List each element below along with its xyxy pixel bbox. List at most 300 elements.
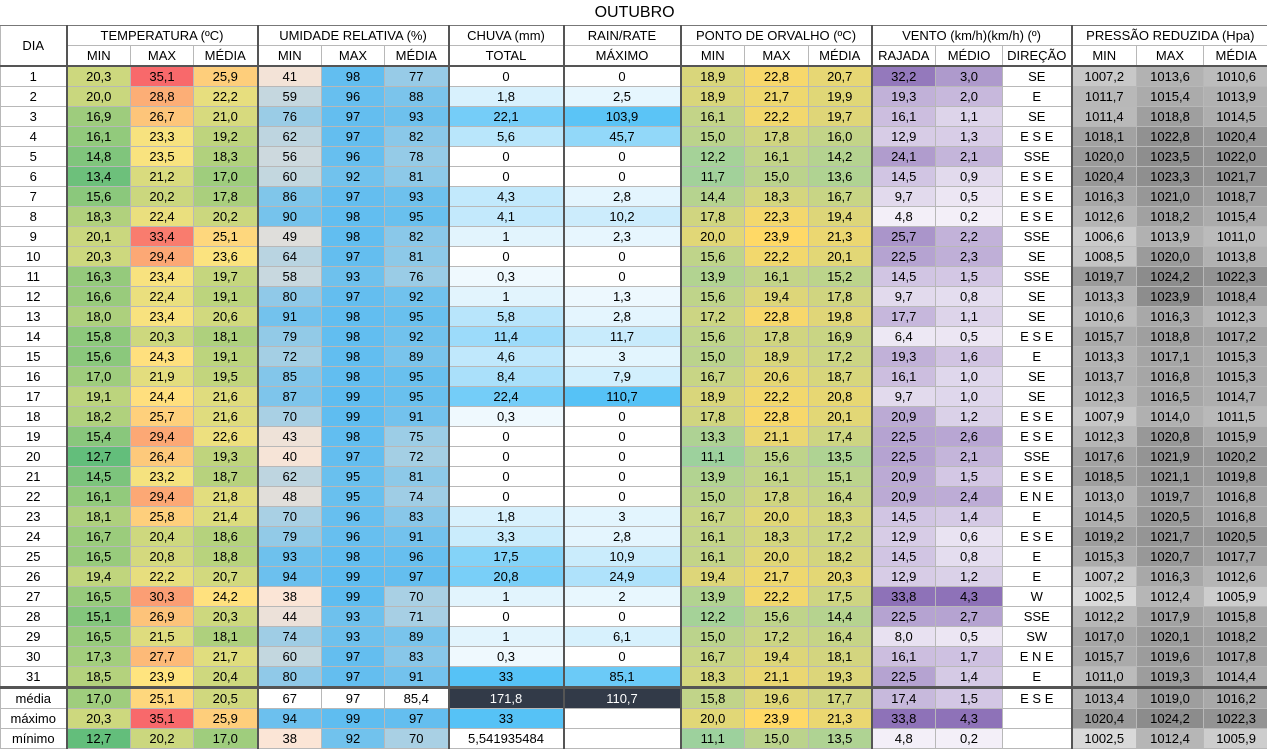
dew-max-cell: 21,1 (745, 427, 809, 447)
temp-media-cell: 18,1 (194, 327, 258, 347)
day-cell: 16 (1, 367, 67, 387)
humid-max-cell: 99 (322, 387, 385, 407)
temp-min-cell: 15,8 (67, 327, 131, 347)
press-media-cell: 1015,3 (1204, 347, 1267, 367)
day-cell: 13 (1, 307, 67, 327)
subheader-press-min: MIN (1072, 46, 1137, 67)
subheader-wind-mean: MÉDIO (936, 46, 1003, 67)
humid-min-cell: 48 (258, 487, 322, 507)
temp-media-cell: 20,6 (194, 307, 258, 327)
temp-min-cell: 16,5 (67, 627, 131, 647)
table-title: OUTUBRO (1, 0, 1267, 26)
press-min-cell: 1016,3 (1072, 187, 1137, 207)
rain-rate-max-cell: 2,3 (564, 227, 681, 247)
wind-mean-cell: 0,9 (936, 167, 1003, 187)
table-row (1, 66, 1267, 87)
rain-rate-max-cell: 45,7 (564, 127, 681, 147)
press-max-cell: 1020,1 (1137, 627, 1204, 647)
dew-max-cell: 22,8 (745, 307, 809, 327)
group-rain-rate: RAIN/RATE (564, 26, 681, 46)
wind-direction-cell (1003, 729, 1072, 749)
temp-min-cell: 18,3 (67, 207, 131, 227)
humid-min-cell: 40 (258, 447, 322, 467)
humid-min-cell: 86 (258, 187, 322, 207)
dew-max-cell: 20,0 (745, 507, 809, 527)
rain-total-cell: 0 (449, 147, 564, 167)
humid-media-cell: 92 (385, 327, 449, 347)
temp-min-cell: 14,5 (67, 467, 131, 487)
press-min-cell: 1020,0 (1072, 147, 1137, 167)
day-cell: 1 (1, 66, 67, 87)
dew-min-cell: 15,0 (681, 487, 745, 507)
rain-rate-max-cell: 0 (564, 66, 681, 87)
temp-media-cell: 18,1 (194, 627, 258, 647)
press-media-cell: 1012,3 (1204, 307, 1267, 327)
table-row (1, 267, 1267, 287)
wind-gust-cell: 12,9 (872, 567, 936, 587)
dew-max-cell: 21,1 (745, 667, 809, 688)
humid-min-cell: 38 (258, 729, 322, 749)
dew-min-cell: 17,2 (681, 307, 745, 327)
group-dew-point: PONTO DE ORVALHO (ºC) (681, 26, 872, 46)
temp-media-cell: 18,6 (194, 527, 258, 547)
rain-total-cell: 0 (449, 167, 564, 187)
rain-total-cell: 8,4 (449, 367, 564, 387)
temp-max-cell: 33,4 (131, 227, 194, 247)
press-min-cell: 1012,3 (1072, 427, 1137, 447)
temp-max-cell: 25,8 (131, 507, 194, 527)
humid-media-cell: 81 (385, 167, 449, 187)
table-row (1, 667, 1267, 688)
wind-direction-cell: SE (1003, 247, 1072, 267)
wind-gust-cell: 14,5 (872, 547, 936, 567)
wind-direction-cell: E S E (1003, 467, 1072, 487)
humid-media-cell: 82 (385, 227, 449, 247)
press-min-cell: 1019,7 (1072, 267, 1137, 287)
dew-min-cell: 19,4 (681, 567, 745, 587)
wind-direction-cell: SSE (1003, 227, 1072, 247)
rain-rate-max-cell: 2,5 (564, 87, 681, 107)
wind-gust-cell: 22,5 (872, 667, 936, 688)
subheader-temp-media: MÉDIA (194, 46, 258, 67)
humid-media-cell: 93 (385, 187, 449, 207)
rain-total-cell: 5,6 (449, 127, 564, 147)
temp-media-cell: 21,4 (194, 507, 258, 527)
press-media-cell: 1012,6 (1204, 567, 1267, 587)
rain-total-cell: 20,8 (449, 567, 564, 587)
humid-min-cell: 94 (258, 567, 322, 587)
humid-max-cell: 93 (322, 267, 385, 287)
dew-media-cell: 14,4 (809, 607, 872, 627)
humid-min-cell: 62 (258, 127, 322, 147)
humid-max-cell: 96 (322, 527, 385, 547)
dew-max-cell: 20,6 (745, 367, 809, 387)
temp-media-cell: 19,7 (194, 267, 258, 287)
wind-mean-cell: 1,2 (936, 407, 1003, 427)
wind-gust-cell: 4,8 (872, 729, 936, 749)
wind-gust-cell: 8,0 (872, 627, 936, 647)
dew-min-cell: 20,0 (681, 227, 745, 247)
dew-min-cell: 15,0 (681, 127, 745, 147)
table-row (1, 307, 1267, 327)
summary-row-media (1, 688, 1267, 709)
wind-direction-cell: E N E (1003, 647, 1072, 667)
dew-max-cell: 23,9 (745, 227, 809, 247)
temp-min-cell: 19,4 (67, 567, 131, 587)
humid-media-cell: 97 (385, 709, 449, 729)
rain-total-cell: 4,6 (449, 347, 564, 367)
temp-min-cell: 16,3 (67, 267, 131, 287)
dew-min-cell: 18,9 (681, 87, 745, 107)
dew-max-cell: 22,3 (745, 207, 809, 227)
humid-max-cell: 98 (322, 427, 385, 447)
subheader-press-max: MAX (1137, 46, 1204, 67)
subheader-wind-gust: RAJADA (872, 46, 936, 67)
dew-media-cell: 16,7 (809, 187, 872, 207)
temp-min-cell: 14,8 (67, 147, 131, 167)
rain-total-cell: 5,541935484 (449, 729, 564, 749)
press-media-cell: 1017,7 (1204, 547, 1267, 567)
press-media-cell: 1010,6 (1204, 66, 1267, 87)
subheader-wind-direction: DIREÇÃO (1003, 46, 1072, 67)
dew-min-cell: 18,3 (681, 667, 745, 688)
press-media-cell: 1017,2 (1204, 327, 1267, 347)
humid-max-cell: 93 (322, 607, 385, 627)
dew-min-cell: 11,1 (681, 447, 745, 467)
humid-media-cell: 76 (385, 267, 449, 287)
temp-media-cell: 22,6 (194, 427, 258, 447)
dew-min-cell: 16,7 (681, 367, 745, 387)
humid-media-cell: 70 (385, 587, 449, 607)
rain-total-cell: 5,8 (449, 307, 564, 327)
dew-media-cell: 18,2 (809, 547, 872, 567)
rain-rate-max-cell: 0 (564, 447, 681, 467)
wind-direction-cell: SE (1003, 387, 1072, 407)
day-cell: 31 (1, 667, 67, 688)
temp-media-cell: 20,5 (194, 688, 258, 709)
press-media-cell: 1020,4 (1204, 127, 1267, 147)
rain-total-cell: 0 (449, 467, 564, 487)
humid-max-cell: 92 (322, 729, 385, 749)
wind-gust-cell: 14,5 (872, 267, 936, 287)
wind-gust-cell: 12,9 (872, 527, 936, 547)
humid-media-cell: 93 (385, 107, 449, 127)
table-row (1, 127, 1267, 147)
press-min-cell: 1013,0 (1072, 487, 1137, 507)
dew-media-cell: 20,1 (809, 247, 872, 267)
press-max-cell: 1024,2 (1137, 267, 1204, 287)
wind-gust-cell: 20,9 (872, 487, 936, 507)
humid-media-cell: 77 (385, 66, 449, 87)
rain-total-cell: 0,3 (449, 647, 564, 667)
dew-max-cell: 17,8 (745, 487, 809, 507)
temp-media-cell: 23,6 (194, 247, 258, 267)
day-cell: 6 (1, 167, 67, 187)
humid-max-cell: 98 (322, 307, 385, 327)
rain-total-cell: 1,8 (449, 507, 564, 527)
humid-min-cell: 85 (258, 367, 322, 387)
day-cell: 30 (1, 647, 67, 667)
rain-rate-max-cell: 10,2 (564, 207, 681, 227)
humid-max-cell: 98 (322, 367, 385, 387)
humid-max-cell: 98 (322, 227, 385, 247)
press-min-cell: 1012,3 (1072, 387, 1137, 407)
humid-max-cell: 97 (322, 247, 385, 267)
humid-max-cell: 97 (322, 287, 385, 307)
dew-max-cell: 22,2 (745, 587, 809, 607)
table-row (1, 607, 1267, 627)
press-max-cell: 1017,9 (1137, 607, 1204, 627)
wind-direction-cell (1003, 709, 1072, 729)
dew-min-cell: 15,0 (681, 627, 745, 647)
dew-max-cell: 18,3 (745, 527, 809, 547)
dew-min-cell: 18,9 (681, 387, 745, 407)
rain-rate-max-cell: 0 (564, 647, 681, 667)
press-media-cell: 1011,5 (1204, 407, 1267, 427)
temp-max-cell: 35,1 (131, 709, 194, 729)
humid-max-cell: 99 (322, 709, 385, 729)
press-max-cell: 1021,9 (1137, 447, 1204, 467)
dew-min-cell: 14,4 (681, 187, 745, 207)
humid-media-cell: 78 (385, 147, 449, 167)
dew-media-cell: 17,7 (809, 688, 872, 709)
wind-mean-cell: 2,7 (936, 607, 1003, 627)
temp-media-cell: 21,0 (194, 107, 258, 127)
temp-min-cell: 15,4 (67, 427, 131, 447)
humid-media-cell: 95 (385, 367, 449, 387)
subheader-dew-max: MAX (745, 46, 809, 67)
wind-gust-cell: 33,8 (872, 587, 936, 607)
dew-min-cell: 12,2 (681, 607, 745, 627)
temp-min-cell: 20,3 (67, 709, 131, 729)
table-row (1, 447, 1267, 467)
humid-media-cell: 75 (385, 427, 449, 447)
humid-max-cell: 96 (322, 147, 385, 167)
wind-mean-cell: 0,2 (936, 207, 1003, 227)
humid-max-cell: 97 (322, 688, 385, 709)
temp-max-cell: 29,4 (131, 427, 194, 447)
wind-mean-cell: 1,3 (936, 127, 1003, 147)
rain-total-cell: 11,4 (449, 327, 564, 347)
table-row (1, 327, 1267, 347)
rain-rate-max-cell: 110,7 (564, 387, 681, 407)
wind-mean-cell: 4,3 (936, 709, 1003, 729)
rain-rate-max-cell: 0 (564, 607, 681, 627)
humid-max-cell: 98 (322, 547, 385, 567)
table-row (1, 567, 1267, 587)
press-max-cell: 1019,7 (1137, 487, 1204, 507)
press-media-cell: 1016,8 (1204, 487, 1267, 507)
table-row (1, 167, 1267, 187)
press-media-cell: 1011,0 (1204, 227, 1267, 247)
group-pressure: PRESSÃO REDUZIDA (Hpa) (1072, 26, 1267, 46)
group-temperature: TEMPERATURA (ºC) (67, 26, 258, 46)
dew-max-cell: 22,2 (745, 387, 809, 407)
temp-media-cell: 20,2 (194, 207, 258, 227)
rain-total-cell: 1 (449, 587, 564, 607)
dew-max-cell: 16,1 (745, 147, 809, 167)
wind-gust-cell: 24,1 (872, 147, 936, 167)
humid-max-cell: 93 (322, 627, 385, 647)
humid-min-cell: 60 (258, 167, 322, 187)
rain-rate-max-cell (564, 709, 681, 729)
temp-max-cell: 25,7 (131, 407, 194, 427)
temp-media-cell: 21,6 (194, 407, 258, 427)
dew-max-cell: 18,3 (745, 187, 809, 207)
day-cell: 28 (1, 607, 67, 627)
press-max-cell: 1014,0 (1137, 407, 1204, 427)
table-row (1, 627, 1267, 647)
press-min-cell: 1008,5 (1072, 247, 1137, 267)
table-row (1, 367, 1267, 387)
dew-min-cell: 12,2 (681, 147, 745, 167)
rain-total-cell: 0 (449, 427, 564, 447)
temp-min-cell: 15,1 (67, 607, 131, 627)
day-header: DIA (1, 26, 67, 67)
humid-min-cell: 72 (258, 347, 322, 367)
subheader-humid-max: MAX (322, 46, 385, 67)
subheader-dew-media: MÉDIA (809, 46, 872, 67)
press-media-cell: 1014,5 (1204, 107, 1267, 127)
temp-max-cell: 21,9 (131, 367, 194, 387)
temp-max-cell: 23,3 (131, 127, 194, 147)
press-max-cell: 1023,9 (1137, 287, 1204, 307)
dew-max-cell: 21,7 (745, 567, 809, 587)
temp-media-cell: 19,2 (194, 127, 258, 147)
table-row (1, 587, 1267, 607)
temp-max-cell: 21,2 (131, 167, 194, 187)
temp-min-cell: 12,7 (67, 447, 131, 467)
dew-max-cell: 22,2 (745, 247, 809, 267)
wind-mean-cell: 1,5 (936, 688, 1003, 709)
temp-min-cell: 15,6 (67, 347, 131, 367)
wind-direction-cell: SE (1003, 367, 1072, 387)
press-media-cell: 1017,8 (1204, 647, 1267, 667)
wind-mean-cell: 1,2 (936, 567, 1003, 587)
temp-min-cell: 18,2 (67, 407, 131, 427)
dew-media-cell: 19,4 (809, 207, 872, 227)
temp-media-cell: 25,9 (194, 709, 258, 729)
table-row (1, 107, 1267, 127)
dew-min-cell: 16,7 (681, 507, 745, 527)
summary-row-minimo (1, 729, 1267, 749)
press-media-cell: 1020,5 (1204, 527, 1267, 547)
humid-media-cell: 70 (385, 729, 449, 749)
humid-max-cell: 96 (322, 507, 385, 527)
wind-mean-cell: 2,3 (936, 247, 1003, 267)
humid-media-cell: 92 (385, 287, 449, 307)
dew-media-cell: 15,2 (809, 267, 872, 287)
table-row (1, 347, 1267, 367)
dew-media-cell: 13,5 (809, 729, 872, 749)
press-min-cell: 1007,9 (1072, 407, 1137, 427)
wind-gust-cell: 17,7 (872, 307, 936, 327)
dew-media-cell: 19,7 (809, 107, 872, 127)
humid-media-cell: 95 (385, 387, 449, 407)
day-cell: 19 (1, 427, 67, 447)
wind-mean-cell: 0,5 (936, 327, 1003, 347)
temp-media-cell: 17,0 (194, 167, 258, 187)
press-max-cell: 1021,0 (1137, 187, 1204, 207)
dew-max-cell: 15,6 (745, 447, 809, 467)
press-media-cell: 1018,7 (1204, 187, 1267, 207)
dew-media-cell: 20,8 (809, 387, 872, 407)
press-min-cell: 1020,4 (1072, 167, 1137, 187)
humid-min-cell: 79 (258, 327, 322, 347)
humid-min-cell: 44 (258, 607, 322, 627)
rain-rate-max-cell: 0 (564, 147, 681, 167)
dew-min-cell: 16,1 (681, 527, 745, 547)
humid-media-cell: 95 (385, 307, 449, 327)
wind-gust-cell: 22,5 (872, 607, 936, 627)
day-cell: 4 (1, 127, 67, 147)
press-min-cell: 1013,3 (1072, 347, 1137, 367)
dew-min-cell: 15,8 (681, 688, 745, 709)
temp-max-cell: 22,4 (131, 207, 194, 227)
dew-max-cell: 23,9 (745, 709, 809, 729)
wind-gust-cell: 4,8 (872, 207, 936, 227)
press-media-cell: 1015,4 (1204, 207, 1267, 227)
temp-media-cell: 20,7 (194, 567, 258, 587)
rain-total-cell: 4,1 (449, 207, 564, 227)
temp-max-cell: 26,4 (131, 447, 194, 467)
press-media-cell: 1015,9 (1204, 427, 1267, 447)
wind-gust-cell: 25,7 (872, 227, 936, 247)
press-min-cell: 1017,6 (1072, 447, 1137, 467)
temp-max-cell: 20,3 (131, 327, 194, 347)
humid-min-cell: 56 (258, 147, 322, 167)
wind-mean-cell: 0,5 (936, 187, 1003, 207)
temp-media-cell: 21,6 (194, 387, 258, 407)
humid-media-cell: 74 (385, 487, 449, 507)
press-media-cell: 1018,4 (1204, 287, 1267, 307)
rain-total-cell: 0 (449, 447, 564, 467)
rain-rate-max-cell: 11,7 (564, 327, 681, 347)
dew-media-cell: 18,1 (809, 647, 872, 667)
wind-direction-cell: E N E (1003, 487, 1072, 507)
dew-media-cell: 18,7 (809, 367, 872, 387)
table-row (1, 547, 1267, 567)
wind-mean-cell: 0,5 (936, 627, 1003, 647)
rain-rate-max-cell: 110,7 (564, 688, 681, 709)
wind-direction-cell: E (1003, 347, 1072, 367)
temp-min-cell: 16,5 (67, 587, 131, 607)
temp-media-cell: 19,1 (194, 287, 258, 307)
press-min-cell: 1010,6 (1072, 307, 1137, 327)
press-max-cell: 1020,7 (1137, 547, 1204, 567)
day-cell: 24 (1, 527, 67, 547)
subheader-rain-rate-max: MÁXIMO (564, 46, 681, 67)
wind-direction-cell: SSE (1003, 147, 1072, 167)
dew-max-cell: 15,0 (745, 167, 809, 187)
group-wind: VENTO (km/h)(km/h) (º) (872, 26, 1072, 46)
humid-media-cell: 91 (385, 667, 449, 688)
day-cell: 25 (1, 547, 67, 567)
temp-max-cell: 24,3 (131, 347, 194, 367)
humid-media-cell: 72 (385, 447, 449, 467)
press-min-cell: 1011,7 (1072, 87, 1137, 107)
dew-media-cell: 16,0 (809, 127, 872, 147)
press-min-cell: 1013,3 (1072, 287, 1137, 307)
rain-total-cell: 1 (449, 227, 564, 247)
dew-min-cell: 16,1 (681, 107, 745, 127)
humid-min-cell: 76 (258, 107, 322, 127)
temp-max-cell: 28,8 (131, 87, 194, 107)
temp-min-cell: 16,7 (67, 527, 131, 547)
day-cell: 26 (1, 567, 67, 587)
wind-mean-cell: 1,4 (936, 667, 1003, 688)
wind-mean-cell: 2,1 (936, 147, 1003, 167)
